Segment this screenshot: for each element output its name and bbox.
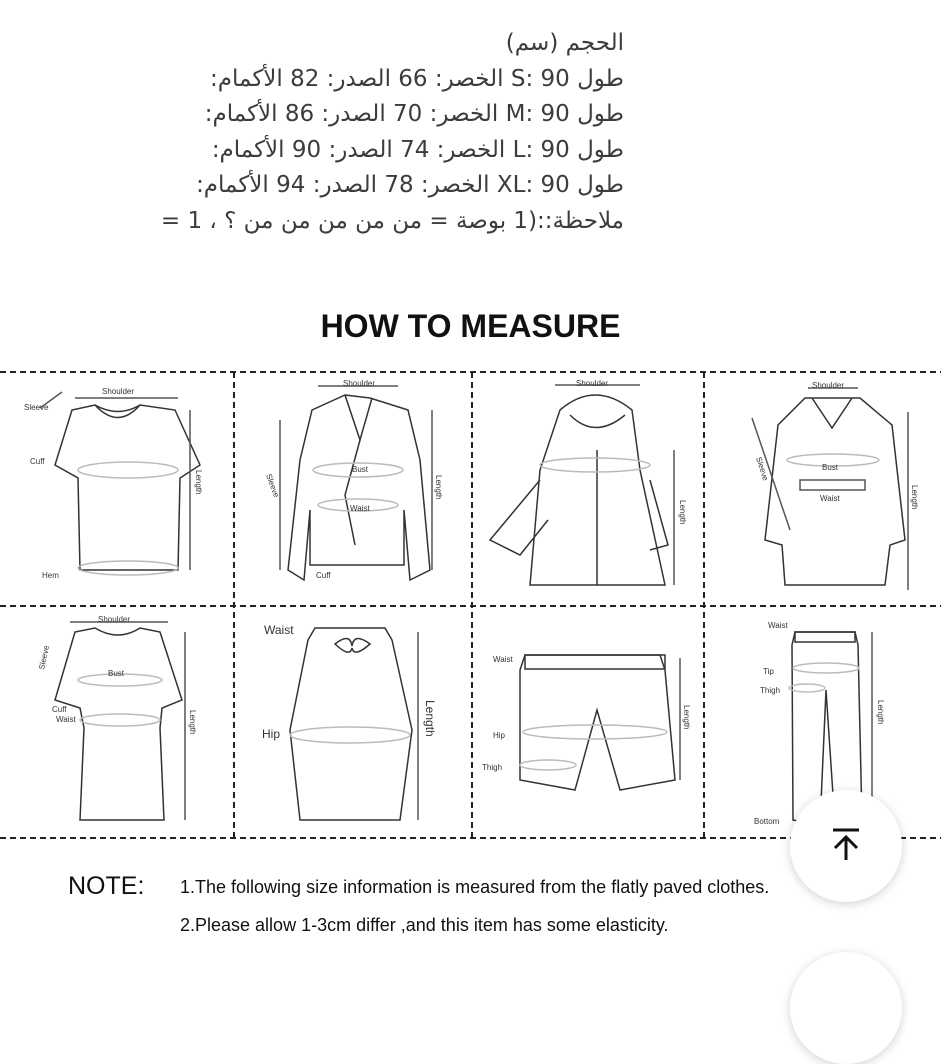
label-sleeve: Sleeve: [754, 455, 771, 482]
label-waist: Waist: [350, 504, 370, 513]
label-sleeve: Sleeve: [24, 403, 49, 412]
label-shoulder: Shoulder: [812, 381, 845, 390]
jacket-diagram: [280, 386, 432, 580]
arrow-up-to-line-icon: [827, 825, 865, 868]
shorts-diagram: [520, 655, 680, 790]
label-thigh: Thigh: [760, 686, 781, 695]
how-to-measure-title: HOW TO MEASURE: [320, 308, 621, 344]
label-hip: Hip: [493, 731, 506, 740]
label-length: Length: [678, 500, 687, 525]
label-shoulder: Shoulder: [102, 387, 135, 396]
label-bust: Bust: [822, 463, 839, 472]
label-length: Length: [910, 485, 919, 510]
trench-coat-diagram: [752, 388, 908, 590]
label-cuff: Cuff: [316, 571, 331, 580]
label-shoulder: Shoulder: [343, 379, 376, 388]
skirt-diagram: [290, 628, 418, 820]
label-thigh: Thigh: [482, 763, 503, 772]
label-length: Length: [682, 705, 691, 730]
label-sleeve: Sleeve: [264, 472, 281, 499]
size-info-line: الحجم (سم): [505, 30, 624, 56]
note-heading: NOTE:: [68, 872, 145, 900]
label-waist: Waist: [820, 494, 840, 503]
note-line-1: 1.The following size information is measured from the flatly paved clothes.: [180, 877, 770, 897]
label-hem: Hem: [42, 571, 59, 580]
label-waist: Waist: [56, 715, 76, 724]
label-length: Length: [188, 710, 197, 735]
size-info-line: طول 90 :M الخصر: 70 الصدر: 86 الأكمام:: [204, 101, 624, 127]
label-bottom: Bottom: [754, 817, 780, 826]
label-waist: Waist: [768, 621, 788, 630]
tshirt-diagram: [40, 392, 200, 575]
size-info-line: ملاحظة::(1 بوصة = من من من من من ؟ ، 1 =: [160, 207, 624, 234]
hooded-coat-diagram: [490, 385, 674, 585]
label-length: Length: [194, 470, 203, 495]
label-waist: Waist: [264, 623, 294, 637]
label-shoulder: Shoulder: [576, 379, 609, 388]
note-line-2: 2.Please allow 1-3cm differ ,and this item has some elasticity.: [180, 915, 669, 935]
label-waist: Waist: [493, 655, 513, 664]
label-sleeve: Sleeve: [37, 644, 52, 671]
label-length: Length: [423, 700, 437, 737]
label-tip: Tip: [763, 667, 774, 676]
label-bust: Bust: [108, 669, 125, 678]
measure-guide-svg: [0, 370, 941, 840]
label-bust: Bust: [352, 465, 369, 474]
size-info-text: [24, 26, 624, 239]
label-cuff: Cuff: [30, 457, 45, 466]
label-length: Length: [876, 700, 885, 725]
size-info-line: طول 90 :XL الخصر: 78 الصدر: 94 الأكمام:: [196, 172, 624, 198]
measure-guide-image: [0, 370, 941, 840]
size-info-line: طول 90 :S الخصر: 66 الصدر: 82 الأكمام:: [210, 65, 624, 92]
label-hip: Hip: [262, 727, 281, 741]
back-to-top-button[interactable]: [790, 790, 902, 902]
label-cuff: Cuff: [52, 705, 67, 714]
size-info-line: طول 90 :L الخصر: 74 الصدر: 90 الأكمام:: [211, 136, 624, 163]
label-length: Length: [434, 475, 443, 500]
label-shoulder: Shoulder: [98, 615, 131, 624]
secondary-floating-button[interactable]: [790, 952, 902, 1064]
